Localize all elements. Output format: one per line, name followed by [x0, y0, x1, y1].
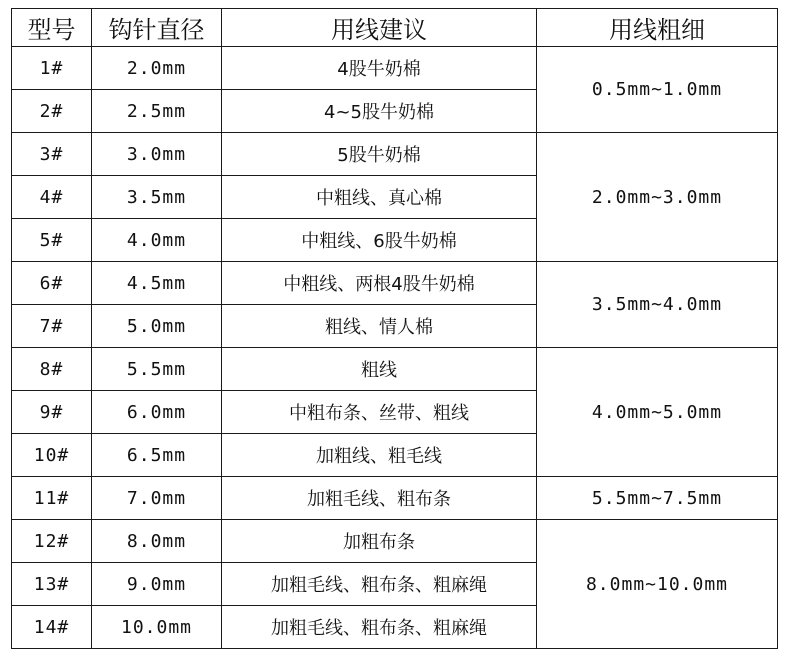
- model-cell: 1#: [12, 47, 92, 90]
- header-model: 型号: [12, 9, 92, 47]
- model-cell: 10#: [12, 434, 92, 477]
- yarn-suggestion-cell: 4股牛奶棉: [222, 47, 537, 90]
- hook-diameter-cell: 6.0mm: [92, 391, 222, 434]
- yarn-thickness-cell: 4.0mm~5.0mm: [537, 348, 778, 477]
- hook-diameter-cell: 5.0mm: [92, 305, 222, 348]
- hook-diameter-cell: 5.5mm: [92, 348, 222, 391]
- model-cell: 12#: [12, 520, 92, 563]
- header-yarn-suggestion: 用线建议: [222, 9, 537, 47]
- yarn-suggestion-cell: 加粗毛线、粗布条、粗麻绳: [222, 563, 537, 606]
- yarn-suggestion-cell: 加粗线、粗毛线: [222, 434, 537, 477]
- crochet-hook-size-table: [11, 8, 778, 649]
- model-cell: 2#: [12, 90, 92, 133]
- table-row: [12, 262, 778, 305]
- yarn-thickness-cell: 8.0mm~10.0mm: [537, 520, 778, 649]
- table-row: [12, 348, 778, 391]
- hook-diameter-cell: 3.5mm: [92, 176, 222, 219]
- model-cell: 7#: [12, 305, 92, 348]
- yarn-suggestion-cell: 5股牛奶棉: [222, 133, 537, 176]
- hook-diameter-cell: 10.0mm: [92, 606, 222, 649]
- yarn-suggestion-cell: 中粗线、6股牛奶棉: [222, 219, 537, 262]
- model-cell: 6#: [12, 262, 92, 305]
- hook-diameter-cell: 9.0mm: [92, 563, 222, 606]
- yarn-suggestion-cell: 加粗毛线、粗布条: [222, 477, 537, 520]
- model-cell: 11#: [12, 477, 92, 520]
- table-row: [12, 47, 778, 90]
- yarn-thickness-cell: 5.5mm~7.5mm: [537, 477, 778, 520]
- model-cell: 4#: [12, 176, 92, 219]
- model-cell: 3#: [12, 133, 92, 176]
- hook-diameter-cell: 6.5mm: [92, 434, 222, 477]
- header-yarn-thickness: 用线粗细: [537, 9, 778, 47]
- header-hook-diameter: 钩针直径: [92, 9, 222, 47]
- table-body: [12, 47, 778, 649]
- yarn-thickness-cell: 0.5mm~1.0mm: [537, 47, 778, 133]
- hook-diameter-cell: 2.5mm: [92, 90, 222, 133]
- yarn-suggestion-cell: 中粗线、真心棉: [222, 176, 537, 219]
- hook-diameter-cell: 7.0mm: [92, 477, 222, 520]
- yarn-suggestion-cell: 粗线: [222, 348, 537, 391]
- hook-diameter-cell: 4.0mm: [92, 219, 222, 262]
- yarn-suggestion-cell: 加粗毛线、粗布条、粗麻绳: [222, 606, 537, 649]
- yarn-suggestion-cell: 4~5股牛奶棉: [222, 90, 537, 133]
- model-cell: 13#: [12, 563, 92, 606]
- header-row: [12, 9, 778, 47]
- model-cell: 8#: [12, 348, 92, 391]
- table-row: [12, 477, 778, 520]
- yarn-suggestion-cell: 粗线、情人棉: [222, 305, 537, 348]
- hook-diameter-cell: 3.0mm: [92, 133, 222, 176]
- model-cell: 9#: [12, 391, 92, 434]
- yarn-thickness-cell: 3.5mm~4.0mm: [537, 262, 778, 348]
- yarn-thickness-cell: 2.0mm~3.0mm: [537, 133, 778, 262]
- table-row: [12, 520, 778, 563]
- hook-diameter-cell: 8.0mm: [92, 520, 222, 563]
- model-cell: 14#: [12, 606, 92, 649]
- yarn-suggestion-cell: 中粗布条、丝带、粗线: [222, 391, 537, 434]
- hook-diameter-cell: 2.0mm: [92, 47, 222, 90]
- hook-diameter-cell: 4.5mm: [92, 262, 222, 305]
- yarn-suggestion-cell: 加粗布条: [222, 520, 537, 563]
- yarn-suggestion-cell: 中粗线、两根4股牛奶棉: [222, 262, 537, 305]
- model-cell: 5#: [12, 219, 92, 262]
- table-row: [12, 133, 778, 176]
